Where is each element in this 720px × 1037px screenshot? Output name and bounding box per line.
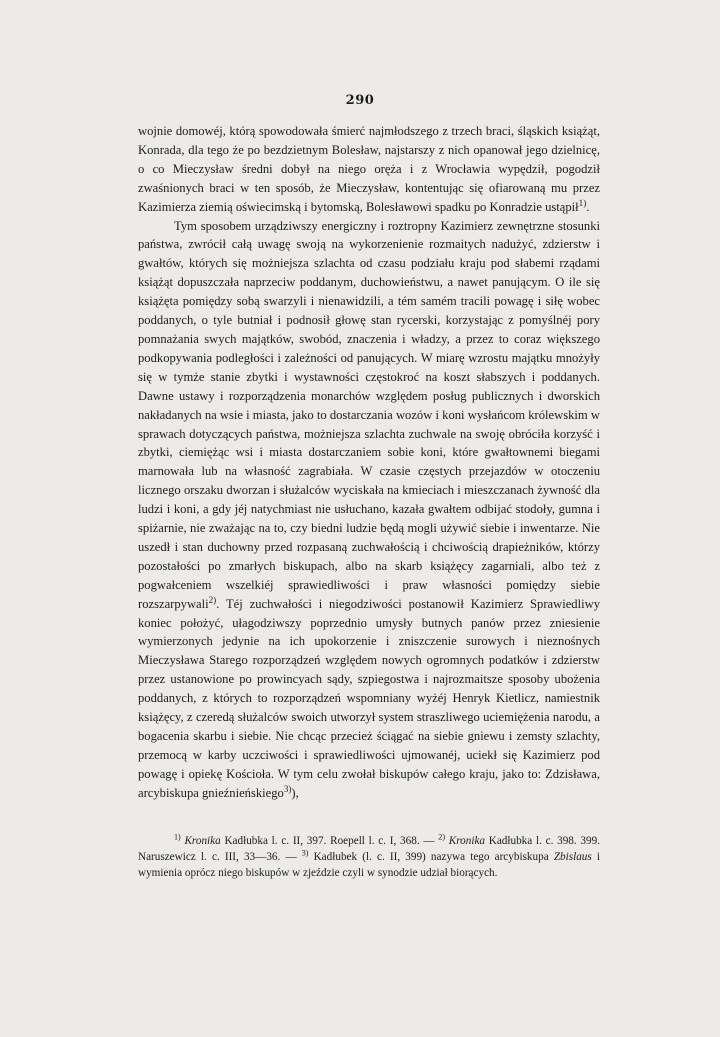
text-run: ), xyxy=(291,785,299,800)
footnote xyxy=(138,834,600,881)
italic-text: Kronika xyxy=(448,835,486,847)
footnote-reference: 2) xyxy=(438,832,445,842)
text-run: . xyxy=(586,199,590,214)
text-run: i wymienia oprócz niego biskupów w zjeździe czyli w synodzie udział biorących. xyxy=(138,850,600,879)
footnote-reference: 2) xyxy=(208,594,217,605)
text-run: Kadłubka l. c. 398. 399. Naruszewicz l. c. III, 33—36. — xyxy=(138,835,601,863)
footnote-reference: 1) xyxy=(174,832,181,842)
italic-text: Zbislaus xyxy=(553,850,592,863)
footnotes xyxy=(138,834,600,881)
italic-text: Kronika xyxy=(184,835,221,847)
footnote-reference: 1) xyxy=(578,197,587,208)
text-run: . Téj zuchwałości i niegodziwości postanowił Kazimierz Sprawiedliwy koniec położyć, ułagodziwszy poprzednio umysły butnych panów przez zniesienie wymierzonych jedynie na ich upokorzenie i zniszczenie surowych i nieznośnych Mieczysława Starego rozporządzeń względem nowych ogromnych podatków i zdzierstw przez ustanowione po prowincyach sądy, szpiegostwa i najrozmaitsze sposoby ubożenia poddanych, z których to rozporządzeń wspomniany wyżéj Henryk Kietlicz, namiestnik książęcy, z czeredą służalców swoich utworzył system straszliwego uciemiężenia narodu, a bogacenia skarbu i siebie. Nie chcąc przecież ściągać na siebie gniewu i zemsty szlachty, przemocą w karby uczciwości i sprawiedliwości ujmowanéj, uciekł się Kazimierz pod powagę i opiekę Kościoła. W tym celu zwołał biskupów całego kraju, jako to: Zdzisława, arcybiskupa gnieźnieńskiego xyxy=(138,596,600,800)
text-run: Kadłubek (l. c. II, 399) nazywa tego arcybiskupa xyxy=(308,850,554,863)
page-number: 290 xyxy=(345,93,375,108)
text-run: Kadłubka l. c. II, 397. Roepell l. c. I, 368. — xyxy=(220,835,439,847)
main-text xyxy=(138,122,600,803)
footnote-reference: 3) xyxy=(301,848,309,858)
footnote-reference: 3) xyxy=(283,783,292,794)
text-run: wojnie domowéj, którą spowodowała śmierć najmłodszego z trzech braci, śląskich książąt, Konrada, dla tego że po bezdzietnym Bolesław, najstarszy z nich opanował jego dzielnicę, o co Mieczysław średni dobył na niego oręża i z Wrocławia wypędził, pogodził zwaśnionych braci w ten sposób, że Mieczysław, kontentując się ofiarowaną mu przez Kazimierza ziemią oświecimską i bytomską, Bolesławowi spadku po Konradzie ustąpił xyxy=(138,124,600,214)
text-run: Tym sposobem urządziwszy energiczny i roztropny Kazimierz zewnętrzne stosunki państwa, zwrócił całą uwagę swoją na wykorzenienie rozmaitych nadużyć, zdzierstw i gwałtów, których się możniejsza szlachta od czasu podziału kraju pod słabemi rządami książąt dopuszczała naprzeciw poddanym, duchowieństwu, a nawet panującym. O ile się książęta pomiędzy sobą swarzyli i nienawidzili, a tém samém tracili powagę i siłę wobec poddanych, o tyle butniał i podnosił głowę stan rycerski, korzystając z pomyślnéj pory pomnażania swych majątków, swobód, znaczenia i władzy, a przez to coraz większego podkopywania podległości i zależności od panujących. W miarę wzrostu majątku mnożyły się w tymże stanie zbytki i wystawności częstokroć na koszt słabszych i poddanych. Dawne ustawy i rozporządzenia monarchów względem posług publicznych i dworskich nakładanych na wsie i miasta, jako to dostarczania wozów i koni wysłańcom królewskim w sprawach dotyczących państwa, możniejsza szlachta zuchwale na swoję obróciła korzyść i zbytki, ciemiężąc wsi i miasta dostarczaniem sobie koni, które gwałtownemi biegami marnowała lub na własność zagrabiała. W czasie częstych przejazdów w otoczeniu licznego orszaku dworzan i służalców wyciskała na kmieciach i mieszczanach żywność dla ludzi i koni, a gdy jéj natychmiast nie usłuchano, kazała gwałtem odbijać stodoły, gumna i spiżarnie, nie zważając na to, czy biedni ludzie będą mogli używić siebie i inwentarze. Nie uszedł i stan duchowny przed rozpasaną zuchwałością i chciwością drapieżników, którzy pozostałości po zmarłych biskupach, albo na skarb książęcy zagarniali, albo też z pogwałceniem wszelkiéj sprawiedliwości i praw własności pomiędzy siebie rozszarpywali xyxy=(138,218,600,611)
paragraph xyxy=(138,217,600,803)
paragraph xyxy=(138,122,600,217)
